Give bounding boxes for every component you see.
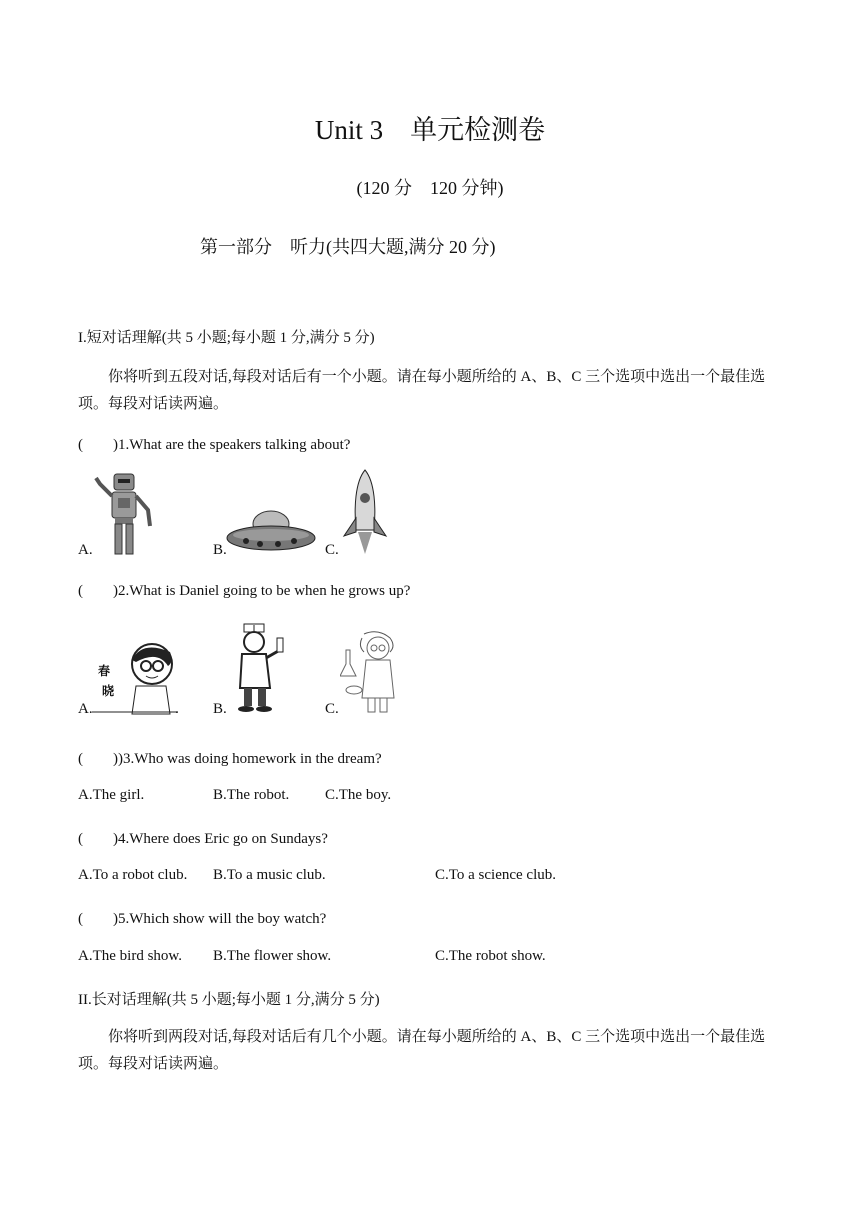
ufo-picture — [226, 508, 316, 558]
section2-heading: II.长对话理解(共 5 小题;每小题 1 分,满分 5 分) — [78, 992, 380, 1008]
rocket-picture — [342, 468, 388, 558]
calligraphy-char-2: 晓 — [102, 684, 115, 698]
question-4-stem: ( )4.Where does Eric go on Sundays? — [78, 831, 328, 847]
calligraphy-char-1: 春 — [98, 664, 111, 678]
score-time-subtitle: (120 分 120 分钟) — [356, 178, 504, 198]
question-5-stem: ( )5.Which show will the boy watch? — [78, 911, 327, 927]
doctor-picture — [230, 622, 286, 714]
question-2-stem: ( )2.What is Daniel going to be when he grows up? — [78, 583, 411, 599]
q5-option-a: A.The bird show. — [78, 948, 183, 964]
question-1-stem: ( )1.What are the speakers talking about? — [78, 437, 351, 453]
q3-option-b: B.The robot. — [213, 787, 290, 803]
q5-option-c: C.The robot show. — [435, 948, 546, 964]
q2-option-a: A. — [78, 701, 93, 717]
q4-option-b: B.To a music club. — [213, 867, 326, 883]
page-title: Unit 3 单元检测卷 — [314, 115, 546, 145]
q4-option-c: C.To a science club. — [435, 867, 556, 883]
q3-option-c: C.The boy. — [325, 787, 392, 803]
q4-option-a: A.To a robot club. — [78, 867, 188, 883]
question-3-stem: ( ))3.Who was doing homework in the dream? — [78, 751, 382, 767]
section2-instruction: 你将听到两段对话,每段对话后有几个小题。请在每小题所给的 A、B、C 三个选项中选出一个最佳选项。每段对话读两遍。 — [78, 1029, 766, 1072]
q1-option-a: A. — [78, 542, 93, 558]
q2-option-a-dot: . — [175, 701, 179, 717]
section1-instruction: 你将听到五段对话,每段对话后有一个小题。请在每小题所给的 A、B、C 三个选项中选出一个最佳选项。每段对话读两遍。 — [78, 369, 766, 412]
q2-option-c: C. — [325, 701, 339, 717]
section1-heading: I.短对话理解(共 5 小题;每小题 1 分,满分 5 分) — [78, 330, 375, 346]
q2-option-b: B. — [213, 701, 227, 717]
part-title: 第一部分 听力(共四大题,满分 20 分) — [200, 237, 496, 257]
q3-option-a: A.The girl. — [78, 787, 145, 803]
q1-option-c: C. — [325, 542, 339, 558]
robot-picture — [92, 470, 156, 558]
scientist-picture — [340, 630, 400, 716]
q5-option-b: B.The flower show. — [213, 948, 332, 964]
q1-option-b: B. — [213, 542, 227, 558]
